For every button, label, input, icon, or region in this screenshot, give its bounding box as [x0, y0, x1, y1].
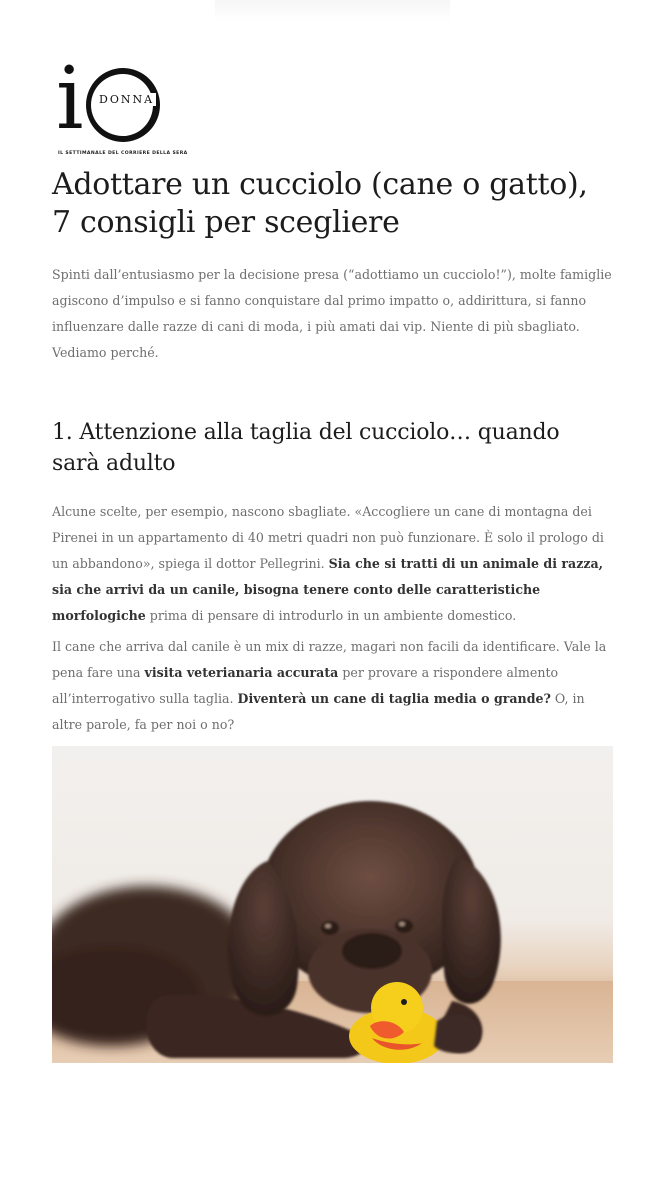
paragraph-1-text-a: Alcune scelte, per esempio, nascono sbagliate. «Accogliere un cane di montagna dei Pirenei in un appartamento di 40 metri quadri non può funzionare. È solo il prologo di un abbandono», spiega il dottor Pellegrini. — [52, 504, 604, 571]
top-fade — [215, 0, 450, 22]
paragraph-2-bold-1: visita veterianaria accurata — [144, 665, 339, 680]
puppy-paw — [434, 1015, 480, 1053]
paragraph-1-bold: Sia che si tratti di un animale di razza, sia che arrivi da un canile, bisogna tenere conto delle caratteristiche morfologiche — [52, 556, 604, 623]
paragraph-2-bold-2: Diventerà un cane di taglia media o grande? — [237, 691, 551, 706]
section-heading-1: 1. Attenzione alla taglia del cucciolo… quando sarà adulto — [52, 420, 560, 476]
paragraph-1-text-c: prima di pensare di introdurlo in un ambiente domestico. — [145, 608, 517, 623]
puppy-illustration — [52, 746, 613, 1063]
paragraph-2-text-c: per provare a rispondere almento all’interrogativo sulla taglia. — [52, 665, 559, 706]
article-title: Adottare un cucciolo (cane o gatto), 7 consigli per scegliere — [52, 167, 588, 240]
paragraph-1 — [52, 499, 618, 629]
logo-i-letter: i — [56, 49, 80, 149]
logo-donna: DONNA — [99, 93, 155, 106]
paragraph-2 — [52, 634, 618, 738]
paragraph-2-text-e: O, in altre parole, fa per noi o no? — [52, 691, 585, 732]
logo-tagline: IL SETTIMANALE DEL CORRIERE DELLA SERA — [58, 151, 188, 156]
io-donna-logo[interactable] — [52, 49, 212, 162]
paragraph-2-text-a: Il cane che arriva dal canile è un mix di razze, magari non facili da identificare. Vale la pena fare una — [52, 639, 607, 680]
article-photo — [52, 746, 613, 1063]
article-intro: Spinti dall’entusiasmo per la decisione presa (“adottiamo un cucciolo!”), molte famiglie agiscono d’impulso e si fanno conquistare dal primo impatto o, addirittura, si fanno influenzare dalle razze di cani di moda, i più amati dai vip. Niente di più sbagliato. Vediamo perché. — [52, 267, 612, 360]
puppy-head — [228, 801, 501, 1016]
